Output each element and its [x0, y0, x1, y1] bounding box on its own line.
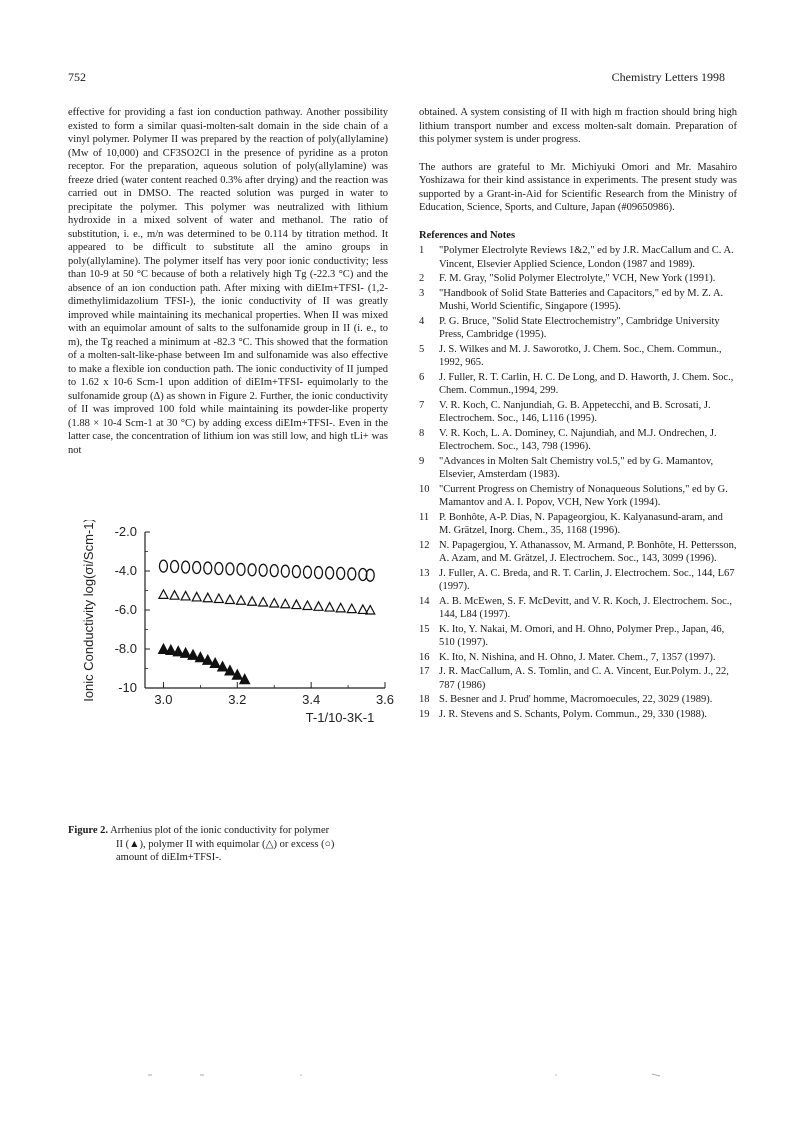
reference-text: J. Fuller, R. T. Carlin, H. C. De Long, and D. Haworth, J. Chem. Soc., Chem. Commun.,1994, 299. [439, 371, 734, 396]
reference-item [419, 371, 737, 398]
reference-number: 4 [419, 315, 425, 327]
data-point-triangle-open [314, 602, 323, 611]
reference-number: 11 [419, 511, 430, 523]
reference-item [419, 511, 737, 538]
reference-text: K. Ito, N. Nishina, and H. Ohno, J. Mater. Chem., 7, 1357 (1997). [439, 651, 716, 663]
data-point-triangle-open [159, 590, 168, 599]
reference-item [419, 483, 737, 510]
figure-2 [60, 520, 400, 725]
reference-item [419, 693, 737, 707]
data-point-circle [204, 562, 212, 574]
data-point-circle [326, 567, 334, 579]
data-point-circle [193, 561, 201, 573]
data-point-triangle-open [292, 600, 301, 609]
reference-text: P. Bonhôte, A-P. Dias, N. Papageorgiou, K. Kalyanasund-aram, and M. Grätzel, Inorg. Chem., 35, 1168 (1996). [439, 511, 723, 536]
data-point-circle [237, 563, 245, 575]
reference-number: 14 [419, 595, 430, 607]
data-point-triangle-open [237, 596, 246, 605]
scan-artifacts [0, 1070, 793, 1080]
data-point-triangle-open [248, 597, 257, 606]
x-tick-label: 3.2 [228, 692, 247, 707]
reference-item [419, 399, 737, 426]
x-tick-label: 3.6 [375, 692, 395, 707]
data-point-triangle-open [270, 598, 279, 607]
reference-text: "Current Progress on Chemistry of Nonaqueous Solutions," ed by G. Mamantov and A. I. Popov, VCH, New York (1994). [439, 483, 728, 508]
reference-number: 13 [419, 567, 430, 579]
y-axis-label: Ionic Conductivity log(σi/Scm-1) [81, 520, 96, 702]
reference-number: 10 [419, 483, 430, 495]
data-point-triangle-open [281, 599, 290, 608]
reference-text: K. Ito, Y. Nakai, M. Omori, and H. Ohno, Polymer Prep., Japan, 46, 510 (1997). [439, 623, 725, 648]
reference-item [419, 539, 737, 566]
data-point-circle [248, 564, 256, 576]
data-point-circle [270, 565, 278, 577]
reference-text: V. R. Koch, L. A. Dominey, C. Najundiah, and M.J. Ondrechen, J. Electrochem. Soc., 143, 798 (1996). [439, 427, 717, 452]
reference-number: 16 [419, 651, 430, 663]
reference-text: "Advances in Molten Salt Chemistry vol.5," ed by G. Mamantov, Elsevier, Amsterdam (1983). [439, 455, 714, 480]
reference-text: V. R. Koch, C. Nanjundiah, G. B. Appetecchi, and B. Scrosati, J. Electrochem. Soc., 146, L116 (1995). [439, 399, 711, 424]
reference-number: 3 [419, 287, 425, 299]
left-column [68, 106, 388, 457]
reference-text: "Polymer Electrolyte Reviews 1&2," ed by J.R. MacCallum and C. A. Vincent, Elsevier Applied Science, London (1987 and 1989). [439, 245, 734, 270]
reference-number: 1 [419, 245, 425, 256]
data-point-circle [226, 563, 234, 575]
body-paragraph [68, 106, 388, 457]
data-point-circle [215, 562, 223, 574]
data-point-triangle-open [192, 592, 201, 601]
x-tick-label: 3.4 [302, 692, 321, 707]
reference-item [419, 244, 737, 271]
data-point-triangle-open [214, 594, 223, 603]
reference-text: J. R. MacCallum, A. S. Tomlin, and C. A. Vincent, Eur.Polym. J., 22, 787 (1986) [439, 666, 729, 691]
caption-label: Figure 2. [68, 825, 109, 836]
data-point-circle [281, 565, 289, 577]
reference-number: 12 [419, 539, 430, 551]
reference-number: 6 [419, 371, 425, 383]
data-point-circle [159, 560, 167, 572]
reference-text: P. G. Bruce, "Solid State Electrochemistry", Cambridge University Press, Cambridge (1995). [439, 315, 720, 340]
data-point-circle [315, 567, 323, 579]
reference-item [419, 315, 737, 342]
reference-item [419, 455, 737, 482]
data-point-triangle-open [347, 604, 356, 613]
reference-number: 19 [419, 708, 430, 720]
reference-item [419, 287, 737, 314]
data-point-circle [292, 566, 300, 578]
data-point-triangle-open [181, 591, 190, 600]
y-tick-label: -6.0 [114, 602, 137, 617]
x-axis-label: T-1/10-3K-1 [305, 710, 375, 725]
data-point-triangle-open [358, 605, 367, 614]
reference-number: 15 [419, 623, 430, 635]
data-point-triangle-open [259, 598, 268, 607]
reference-text: F. M. Gray, "Solid Polymer Electrolyte," VCH, New York (1991). [439, 273, 716, 284]
reference-text: J. R. Stevens and S. Schants, Polym. Commun., 29, 330 (1988). [439, 708, 708, 720]
reference-item [419, 623, 737, 650]
x-tick-label: 3.0 [154, 692, 173, 707]
reference-item [419, 651, 737, 665]
reference-number: 9 [419, 455, 425, 467]
reference-item [419, 427, 737, 454]
acknowledgement-paragraph: The authors are grateful to Mr. Michiyuki Omori and Mr. Masahiro Yoshizawa for their kind assistance in experiments. The present study was supported by a Grant-in-Aid for Scientific Research from the Ministry of Education, Science, Sports, and Culture, Japan (#09650986). [419, 161, 737, 213]
data-point-circle [348, 568, 356, 580]
arrhenius-plot [60, 520, 400, 725]
data-point-triangle-open [303, 601, 312, 610]
y-tick-label: -10 [118, 680, 137, 695]
data-point-circle [182, 561, 190, 573]
data-point-triangle-open [366, 606, 375, 615]
caption-line1: Arrhenius plot of the ionic conductivity for polymer [110, 825, 330, 836]
data-point-triangle-open [336, 603, 345, 612]
reference-item [419, 567, 737, 594]
reference-item [419, 708, 737, 722]
reference-number: 2 [419, 273, 425, 284]
journal-title: Chemistry Letters 1998 [611, 70, 725, 84]
reference-number: 5 [419, 343, 425, 355]
reference-text: J. Fuller, A. C. Breda, and R. T. Carlin, J. Electrochem. Soc., 144, L67 (1997). [439, 567, 735, 592]
reference-item [419, 343, 737, 370]
data-point-circle [337, 567, 345, 579]
data-point-triangle-open [170, 591, 179, 600]
y-tick-label: -2.0 [114, 524, 137, 539]
data-point-triangle-open [325, 603, 334, 612]
reference-text: J. S. Wilkes and M. J. Saworotko, J. Chem. Soc., Chem. Commun., 1992, 965. [439, 343, 722, 368]
reference-number: 8 [419, 427, 425, 439]
page-number: 752 [68, 70, 86, 84]
data-point-circle [303, 566, 311, 578]
y-tick-label: -4.0 [114, 563, 137, 578]
reference-number: 18 [419, 694, 430, 705]
conclusion-paragraph: obtained. A system consisting of II with high m fraction should bring high lithium transport number and excess molten-salt domain. Preparation of this polymer system is under progress. [419, 107, 737, 145]
reference-number: 17 [419, 666, 430, 677]
left-column-text: effective for providing a fast ion conduction pathway. Another possibility existed to form a similar quasi-molten-salt domain in the side chain of a vinyl polymer. Polymer II was prepared by the reaction of poly(allylamine) (Mw of 10,000) and CF3SO2Cl in the presence of pyridine as a proton receptor. For the preparation, aqueous solution of poly(allylamine) was freeze dried (water content reached 0.3% after drying) and the reaction was carried out in DMSO. The reacted solution was purged in water to precipitate the polymer. This polymer was neutralized with lithium hydroxide in a mixed solvent of water and methanol. The ratio of substitution, i. e., m/n was determined to be 0.114 by titration method. It appeared to be difficult to substitute all the amino groups in poly(allylamine). The polymer itself has very poor ionic conductivity; less than 10-9 at 50 °C because of both a relatively high Tg (-22.3 °C) and the absence of an ion conduction path. After mixing with diEIm+TFSI- (1,2-dimethylimidazolium TFSI-), the ionic conductivity of II was greatly improved while maintaining its mechanical properties. When II was mixed with an equimolar amount of salts to the sulfonamide group in II (i. e., to m), the Tg reached a minimum at -82.3 °C. This showed that the formation of a molten-salt-like-phase between Im and sulfonamide was also effective to make a flexible ion conduction path. The ionic conductivity of II jumped to 1.62 x 10-6 Scm-1 upon addition of diEIm+TFSI- equimolarly to the sulfonamide group (Δ) as shown in Figure 2. Further, the ionic conductivity of II was improved 100 fold while maintaining its powder-like property (1.88 × 10-4 Scm-1 at 30 °C) by adding excess diEIm+TFSI-. Even in the latter case, the concentration of lithium ion was still low, and high tLi+ was not [68, 107, 388, 456]
reference-text: "Handbook of Solid State Batteries and Capacitors," ed by M. Z. A. Mushi, World Scientific, Singapore (1995). [439, 287, 724, 312]
reference-text: A. B. McEwen, S. F. McDevitt, and V. R. Koch, J. Electrochem. Soc., 144, L84 (1997). [439, 595, 733, 620]
caption-line3: amount of diEIm+TFSI-. [116, 852, 222, 863]
references-list [419, 244, 737, 721]
right-column [419, 106, 737, 722]
references-title: References and Notes [419, 229, 516, 241]
data-point-circle [259, 564, 267, 576]
figure-caption [68, 824, 398, 865]
reference-text: S. Besner and J. Prud' homme, Macromoecules, 22, 3029 (1989). [439, 694, 713, 705]
reference-item [419, 595, 737, 622]
data-point-triangle-open [225, 595, 234, 604]
caption-line2: II (▲), polymer II with equimolar (△) or excess (○) [116, 838, 335, 850]
y-tick-label: -8.0 [114, 641, 137, 656]
data-point-circle [171, 561, 179, 573]
data-point-triangle-open [203, 593, 212, 602]
reference-number: 7 [419, 399, 425, 411]
reference-item [419, 665, 737, 692]
reference-item [419, 272, 737, 286]
reference-text: N. Papagergiou, Y. Athanassov, M. Armand, P. Bonhôte, H. Pettersson, A. Azam, and M. Grätzel, J. Electrochem. Soc., 143, 3099 (1996). [439, 539, 737, 564]
